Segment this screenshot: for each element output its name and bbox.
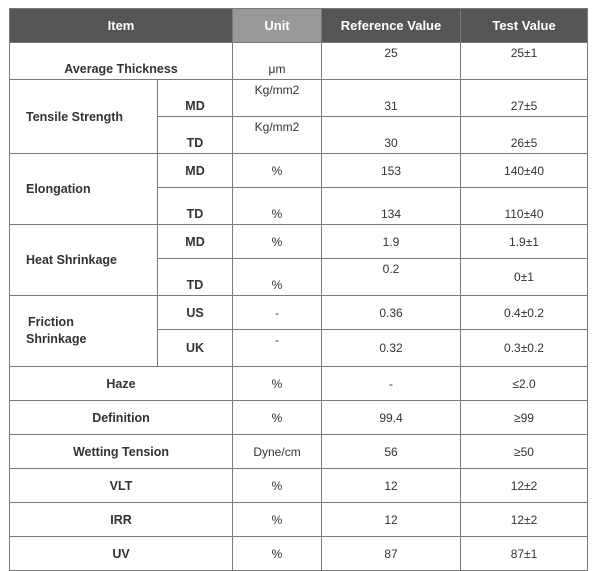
reference-cell: 153 bbox=[322, 154, 461, 188]
test-cell: 0.4±0.2 bbox=[461, 296, 588, 330]
reference-cell: 30 bbox=[322, 117, 461, 154]
sub-td: TD bbox=[158, 188, 233, 225]
item-haze: Haze bbox=[10, 367, 233, 401]
unit-cell: Kg/mm2 bbox=[233, 117, 322, 154]
test-cell: 0.3±0.2 bbox=[461, 330, 588, 367]
reference-cell: 99.4 bbox=[322, 401, 461, 435]
item-elongation: Elongation bbox=[10, 154, 158, 225]
reference-cell: 0.32 bbox=[322, 330, 461, 367]
header-reference-value: Reference Value bbox=[322, 9, 461, 43]
sub-md: MD bbox=[158, 225, 233, 259]
sub-td: TD bbox=[158, 259, 233, 296]
friction-label-line2: Shrinkage bbox=[26, 332, 87, 346]
reference-cell: - bbox=[322, 367, 461, 401]
friction-label bbox=[26, 314, 86, 348]
reference-cell: 25 bbox=[322, 43, 461, 80]
table-row bbox=[10, 154, 588, 188]
header-test-value: Test Value bbox=[461, 9, 588, 43]
table-row bbox=[10, 503, 588, 537]
table-row bbox=[10, 80, 588, 117]
reference-cell: 0.2 bbox=[322, 259, 461, 296]
friction-label-line1: Friction bbox=[28, 315, 74, 329]
item-definition: Definition bbox=[10, 401, 233, 435]
unit-cell: % bbox=[233, 225, 322, 259]
unit-cell: % bbox=[233, 401, 322, 435]
header-item: Item bbox=[10, 9, 233, 43]
item-average-thickness: Average Thickness bbox=[10, 43, 233, 80]
test-cell: ≥50 bbox=[461, 435, 588, 469]
unit-cell: % bbox=[233, 259, 322, 296]
sub-td: TD bbox=[158, 117, 233, 154]
spec-table bbox=[9, 8, 588, 571]
test-cell: 26±5 bbox=[461, 117, 588, 154]
table-row bbox=[10, 537, 588, 571]
unit-cell: μm bbox=[233, 43, 322, 80]
reference-cell: 87 bbox=[322, 537, 461, 571]
reference-cell: 56 bbox=[322, 435, 461, 469]
unit-cell: % bbox=[233, 537, 322, 571]
table-row bbox=[10, 43, 588, 80]
unit-cell: - bbox=[233, 296, 322, 330]
table-row bbox=[10, 469, 588, 503]
test-cell: 140±40 bbox=[461, 154, 588, 188]
header-row bbox=[10, 9, 588, 43]
unit-cell: % bbox=[233, 188, 322, 225]
test-cell: 110±40 bbox=[461, 188, 588, 225]
header-unit: Unit bbox=[233, 9, 322, 43]
unit-cell: - bbox=[233, 330, 322, 367]
reference-cell: 134 bbox=[322, 188, 461, 225]
reference-cell: 12 bbox=[322, 503, 461, 537]
table-row bbox=[10, 435, 588, 469]
unit-cell: % bbox=[233, 503, 322, 537]
reference-cell: 1.9 bbox=[322, 225, 461, 259]
test-cell: ≤2.0 bbox=[461, 367, 588, 401]
sub-uk: UK bbox=[158, 330, 233, 367]
test-cell: 87±1 bbox=[461, 537, 588, 571]
sub-md: MD bbox=[158, 154, 233, 188]
unit-cell: % bbox=[233, 469, 322, 503]
unit-cell: % bbox=[233, 367, 322, 401]
reference-cell: 0.36 bbox=[322, 296, 461, 330]
test-cell: ≥99 bbox=[461, 401, 588, 435]
item-tensile-strength: Tensile Strength bbox=[10, 80, 158, 154]
test-cell: 12±2 bbox=[461, 503, 588, 537]
unit-cell: Dyne/cm bbox=[233, 435, 322, 469]
table-row bbox=[10, 225, 588, 259]
unit-cell: % bbox=[233, 154, 322, 188]
test-cell: 27±5 bbox=[461, 80, 588, 117]
item-friction-shrinkage bbox=[10, 296, 158, 367]
item-vlt: VLT bbox=[10, 469, 233, 503]
test-cell: 1.9±1 bbox=[461, 225, 588, 259]
sub-md: MD bbox=[158, 80, 233, 117]
table-row bbox=[10, 367, 588, 401]
unit-cell: Kg/mm2 bbox=[233, 80, 322, 117]
table-row bbox=[10, 296, 588, 330]
reference-cell: 12 bbox=[322, 469, 461, 503]
item-uv: UV bbox=[10, 537, 233, 571]
item-heat-shrinkage: Heat Shrinkage bbox=[10, 225, 158, 296]
item-wetting-tension: Wetting Tension bbox=[10, 435, 233, 469]
reference-cell: 31 bbox=[322, 80, 461, 117]
test-cell: 25±1 bbox=[461, 43, 588, 80]
test-cell: 0±1 bbox=[461, 259, 588, 296]
test-cell: 12±2 bbox=[461, 469, 588, 503]
item-irr: IRR bbox=[10, 503, 233, 537]
table-row bbox=[10, 401, 588, 435]
sub-us: US bbox=[158, 296, 233, 330]
